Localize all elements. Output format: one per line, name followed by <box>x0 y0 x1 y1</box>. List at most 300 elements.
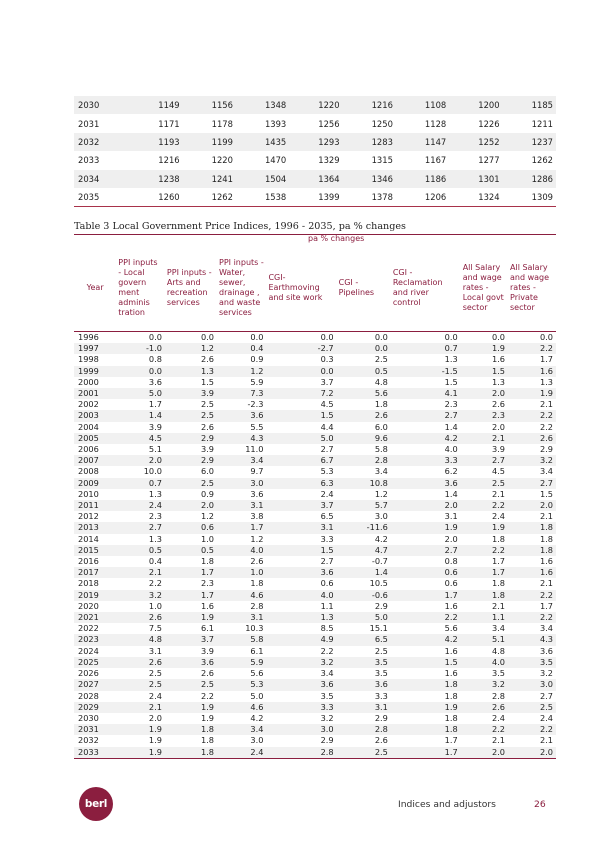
value-cell: -2.3 <box>217 399 266 410</box>
value-cell: 0.4 <box>116 556 165 567</box>
value-cell: 2.0 <box>461 747 508 759</box>
value-cell: 2.9 <box>165 455 217 466</box>
table-row <box>74 478 556 489</box>
value-cell: 2.1 <box>116 702 165 713</box>
year-cell: 2002 <box>74 399 116 410</box>
value-cell: 1216 <box>129 151 182 169</box>
value-cell: 4.3 <box>217 433 266 444</box>
value-cell: 3.0 <box>508 679 556 690</box>
value-cell: 2.0 <box>391 534 461 545</box>
table-row <box>74 422 556 433</box>
value-cell: 2.2 <box>461 500 508 511</box>
value-cell: 6.0 <box>337 422 391 433</box>
value-cell: 1226 <box>449 114 502 132</box>
column-header-ppi-water: PPI inputs - Water, sewer, drainage , and waste services <box>217 245 266 332</box>
value-cell: 2.3 <box>116 511 165 522</box>
value-cell: 3.6 <box>337 679 391 690</box>
value-cell: 4.8 <box>337 377 391 388</box>
value-cell: 2.3 <box>391 399 461 410</box>
value-cell: 0.9 <box>165 489 217 500</box>
value-cell: 1.0 <box>217 567 266 578</box>
value-cell: 2.7 <box>508 691 556 702</box>
table-row <box>74 578 556 589</box>
value-cell: 2.2 <box>461 724 508 735</box>
value-cell: 1108 <box>396 96 449 114</box>
table-row <box>74 522 556 533</box>
value-cell: 1.8 <box>461 578 508 589</box>
value-cell: 0.7 <box>116 478 165 489</box>
value-cell: 10.0 <box>116 466 165 477</box>
value-cell: 2.1 <box>461 489 508 500</box>
value-cell: 1315 <box>343 151 396 169</box>
value-cell: 4.4 <box>266 422 336 433</box>
value-cell: 1399 <box>289 188 342 207</box>
value-cell: 2.9 <box>337 601 391 612</box>
value-cell: 5.0 <box>337 612 391 623</box>
value-cell: 4.5 <box>116 433 165 444</box>
value-cell: 1346 <box>343 170 396 188</box>
table-row <box>74 188 556 207</box>
value-cell: 1.1 <box>461 612 508 623</box>
value-cell: 3.9 <box>461 444 508 455</box>
table-row <box>74 556 556 567</box>
value-cell: 5.8 <box>217 634 266 645</box>
value-cell: 1.5 <box>461 366 508 377</box>
value-cell: 4.6 <box>217 590 266 601</box>
value-cell: 6.3 <box>266 478 336 489</box>
value-cell: 1470 <box>236 151 289 169</box>
year-cell: 2028 <box>74 691 116 702</box>
year-cell: 1999 <box>74 366 116 377</box>
value-cell: 1.2 <box>217 366 266 377</box>
year-cell: 2033 <box>74 151 129 169</box>
value-cell: 1.8 <box>337 399 391 410</box>
value-cell: 5.3 <box>217 679 266 690</box>
value-cell: 1256 <box>289 114 342 132</box>
value-cell: 2.0 <box>116 455 165 466</box>
value-cell: 1.8 <box>165 735 217 746</box>
table-row <box>74 444 556 455</box>
value-cell: 1.6 <box>461 354 508 365</box>
year-cell: 2030 <box>74 96 129 114</box>
value-cell: 1.8 <box>391 713 461 724</box>
value-cell: 1.3 <box>116 534 165 545</box>
top-table-body <box>74 96 556 207</box>
value-cell: 0.4 <box>217 343 266 354</box>
value-cell: 2.6 <box>461 399 508 410</box>
value-cell: 2.4 <box>266 489 336 500</box>
table-row <box>74 545 556 556</box>
year-cell: 2030 <box>74 713 116 724</box>
value-cell: 1156 <box>183 96 236 114</box>
year-cell: 2035 <box>74 188 129 207</box>
value-cell: 1301 <box>449 170 502 188</box>
value-cell: 3.6 <box>508 646 556 657</box>
value-cell: 3.1 <box>266 522 336 533</box>
value-cell: 2.0 <box>508 500 556 511</box>
value-cell: 1.7 <box>217 522 266 533</box>
value-cell: 0.6 <box>266 578 336 589</box>
value-cell: 3.6 <box>266 679 336 690</box>
value-cell: 2.5 <box>116 668 165 679</box>
year-cell: 2020 <box>74 601 116 612</box>
value-cell: 1283 <box>343 133 396 151</box>
table-row <box>74 601 556 612</box>
value-cell: 1.9 <box>461 343 508 354</box>
column-header-salary-local-govt: All Salary and wage rates - Local govt sector <box>461 245 508 332</box>
table-row <box>74 500 556 511</box>
value-cell: 1.4 <box>391 422 461 433</box>
value-cell: 2.0 <box>508 747 556 759</box>
value-cell: 1.8 <box>508 534 556 545</box>
value-cell: 1364 <box>289 170 342 188</box>
value-cell: 1.7 <box>461 556 508 567</box>
value-cell: 1.0 <box>116 601 165 612</box>
value-cell: 0.5 <box>337 366 391 377</box>
value-cell: 2.0 <box>116 713 165 724</box>
column-header-salary-private: All Salary and wage rates - Private sector <box>508 245 556 332</box>
value-cell: 2.2 <box>508 612 556 623</box>
year-cell: 2029 <box>74 702 116 713</box>
value-cell: 1.5 <box>266 410 336 421</box>
footer-label: Indices and adjustors <box>398 799 496 810</box>
value-cell: 2.4 <box>508 713 556 724</box>
value-cell: 3.4 <box>217 724 266 735</box>
value-cell: 2.2 <box>508 343 556 354</box>
value-cell: 1.9 <box>165 702 217 713</box>
value-cell: 2.6 <box>165 354 217 365</box>
value-cell: 3.6 <box>165 657 217 668</box>
value-cell: 4.0 <box>266 590 336 601</box>
value-cell: 1.7 <box>391 590 461 601</box>
value-cell: 1.7 <box>116 399 165 410</box>
value-cell: 0.0 <box>266 366 336 377</box>
value-cell: 3.1 <box>217 612 266 623</box>
value-cell: 4.5 <box>461 466 508 477</box>
value-cell: 3.2 <box>461 679 508 690</box>
year-cell: 2032 <box>74 735 116 746</box>
value-cell: 3.6 <box>391 478 461 489</box>
value-cell: 0.0 <box>508 332 556 344</box>
value-cell: -0.7 <box>337 556 391 567</box>
value-cell: 2.6 <box>337 735 391 746</box>
value-cell: 3.2 <box>116 590 165 601</box>
value-cell: 1.8 <box>508 522 556 533</box>
value-cell: 1178 <box>183 114 236 132</box>
value-cell: 5.7 <box>337 500 391 511</box>
value-cell: 0.9 <box>217 354 266 365</box>
value-cell: 3.3 <box>391 455 461 466</box>
value-cell: 1.7 <box>391 735 461 746</box>
value-cell: 3.4 <box>508 466 556 477</box>
value-cell: 4.3 <box>508 634 556 645</box>
value-cell: 1.8 <box>461 534 508 545</box>
year-cell: 2031 <box>74 724 116 735</box>
value-cell: 0.7 <box>391 343 461 354</box>
value-cell: 3.7 <box>165 634 217 645</box>
value-cell: 1.9 <box>391 702 461 713</box>
value-cell: 1348 <box>236 96 289 114</box>
value-cell: 1.9 <box>461 522 508 533</box>
value-cell: 2.4 <box>217 747 266 759</box>
year-cell: 2010 <box>74 489 116 500</box>
year-cell: 2017 <box>74 567 116 578</box>
value-cell: 0.6 <box>165 522 217 533</box>
value-cell: 3.5 <box>508 657 556 668</box>
value-cell: 2.2 <box>116 578 165 589</box>
value-cell: 4.0 <box>217 545 266 556</box>
value-cell: 0.0 <box>337 332 391 344</box>
value-cell: 3.6 <box>116 377 165 388</box>
value-cell: 1.7 <box>461 567 508 578</box>
year-cell: 2032 <box>74 133 129 151</box>
value-cell: 2.4 <box>461 713 508 724</box>
price-indices-table <box>74 233 556 759</box>
value-cell: 1.2 <box>165 343 217 354</box>
value-cell: 5.6 <box>337 388 391 399</box>
value-cell: 2.8 <box>461 691 508 702</box>
value-cell: 1.8 <box>391 691 461 702</box>
year-cell: 1998 <box>74 354 116 365</box>
value-cell: 1.9 <box>391 522 461 533</box>
value-cell: -2.7 <box>266 343 336 354</box>
value-cell: 2.7 <box>461 455 508 466</box>
value-cell: 2.7 <box>508 478 556 489</box>
value-cell: 2.2 <box>266 646 336 657</box>
table-row <box>74 735 556 746</box>
year-cell: 2033 <box>74 747 116 759</box>
value-cell: 0.3 <box>266 354 336 365</box>
value-cell: 2.5 <box>165 679 217 690</box>
value-cell: 1149 <box>129 96 182 114</box>
value-cell: 9.7 <box>217 466 266 477</box>
value-cell: 1.4 <box>116 410 165 421</box>
value-cell: 1.4 <box>337 567 391 578</box>
value-cell: 2.8 <box>217 601 266 612</box>
value-cell: 2.6 <box>508 433 556 444</box>
year-cell: 2004 <box>74 422 116 433</box>
table-row <box>74 96 556 114</box>
value-cell: 3.0 <box>337 511 391 522</box>
value-cell: -0.6 <box>337 590 391 601</box>
year-cell: 2011 <box>74 500 116 511</box>
year-cell: 2026 <box>74 668 116 679</box>
table-row <box>74 466 556 477</box>
year-cell: 2016 <box>74 556 116 567</box>
value-cell: 1393 <box>236 114 289 132</box>
value-cell: 6.1 <box>217 646 266 657</box>
year-cell: 2005 <box>74 433 116 444</box>
year-cell: 2013 <box>74 522 116 533</box>
value-cell: 2.5 <box>337 646 391 657</box>
value-cell: 1.6 <box>508 366 556 377</box>
value-cell: 1.5 <box>508 489 556 500</box>
table-row <box>74 114 556 132</box>
value-cell: 4.2 <box>391 634 461 645</box>
value-cell: 0.0 <box>165 332 217 344</box>
value-cell: 3.1 <box>116 646 165 657</box>
value-cell: 7.2 <box>266 388 336 399</box>
value-cell: 1.2 <box>217 534 266 545</box>
value-cell: 2.1 <box>461 601 508 612</box>
value-cell: 2.1 <box>116 567 165 578</box>
table-row <box>74 399 556 410</box>
column-header-cgi-pipelines: CGI - Pipelines <box>337 245 391 332</box>
value-cell: 0.6 <box>391 567 461 578</box>
table-row <box>74 455 556 466</box>
value-cell: 2.6 <box>461 702 508 713</box>
value-cell: 2.8 <box>337 724 391 735</box>
value-cell: 6.5 <box>266 511 336 522</box>
value-cell: 1.9 <box>165 612 217 623</box>
value-cell: 3.7 <box>266 377 336 388</box>
value-cell: 1.5 <box>165 377 217 388</box>
value-cell: 1147 <box>396 133 449 151</box>
value-cell: -11.6 <box>337 522 391 533</box>
value-cell: 2.1 <box>508 511 556 522</box>
value-cell: 4.0 <box>391 444 461 455</box>
value-cell: 3.2 <box>266 713 336 724</box>
table-row <box>74 133 556 151</box>
value-cell: 2.2 <box>508 590 556 601</box>
value-cell: 1262 <box>183 188 236 207</box>
table-row <box>74 679 556 690</box>
year-cell: 2034 <box>74 170 129 188</box>
value-cell: 2.7 <box>391 545 461 556</box>
value-cell: 2.7 <box>266 444 336 455</box>
value-cell: 2.7 <box>391 410 461 421</box>
value-cell: 1206 <box>396 188 449 207</box>
value-cell: 5.9 <box>217 657 266 668</box>
year-cell: 2031 <box>74 114 129 132</box>
year-cell: 2012 <box>74 511 116 522</box>
value-cell: 2.9 <box>266 735 336 746</box>
value-cell: 4.5 <box>266 399 336 410</box>
value-cell: 2.8 <box>337 455 391 466</box>
value-cell: 1538 <box>236 188 289 207</box>
column-header-ppi-local-govt: PPI inputs - Local govern ment adminis tration <box>116 245 165 332</box>
value-cell: 1.3 <box>508 377 556 388</box>
value-cell: 1220 <box>183 151 236 169</box>
year-cell: 2025 <box>74 657 116 668</box>
value-cell: 4.6 <box>217 702 266 713</box>
value-cell: 1.6 <box>165 601 217 612</box>
value-cell: 5.1 <box>461 634 508 645</box>
value-cell: 1211 <box>503 114 556 132</box>
table-row <box>74 590 556 601</box>
table-row <box>74 646 556 657</box>
value-cell: 3.1 <box>337 702 391 713</box>
value-cell: 8.5 <box>266 623 336 634</box>
table-row <box>74 724 556 735</box>
top-continuation-table <box>74 96 556 207</box>
value-cell: 1.7 <box>165 567 217 578</box>
table-row <box>74 713 556 724</box>
value-cell: 2.5 <box>165 478 217 489</box>
value-cell: 1286 <box>503 170 556 188</box>
value-cell: 3.6 <box>266 567 336 578</box>
year-cell: 1996 <box>74 332 116 344</box>
page-number: 26 <box>534 799 546 810</box>
value-cell: 1199 <box>183 133 236 151</box>
value-cell: 3.1 <box>217 500 266 511</box>
table-row <box>74 634 556 645</box>
value-cell: 3.5 <box>337 668 391 679</box>
value-cell: 1.9 <box>508 388 556 399</box>
value-cell: 1.3 <box>266 612 336 623</box>
value-cell: 10.3 <box>217 623 266 634</box>
value-cell: 0.0 <box>116 332 165 344</box>
value-cell: 3.2 <box>508 668 556 679</box>
value-cell: 3.6 <box>217 489 266 500</box>
value-cell: 5.0 <box>266 433 336 444</box>
value-cell: 2.0 <box>461 422 508 433</box>
value-cell: -1.0 <box>116 343 165 354</box>
value-cell: 1.8 <box>508 545 556 556</box>
value-cell: 3.0 <box>217 735 266 746</box>
super-header: pa % changes <box>308 234 365 243</box>
value-cell: 2.7 <box>116 522 165 533</box>
value-cell: 2.5 <box>165 410 217 421</box>
year-cell: 2003 <box>74 410 116 421</box>
value-cell: 1241 <box>183 170 236 188</box>
value-cell: 1.3 <box>391 354 461 365</box>
value-cell: 1220 <box>289 96 342 114</box>
value-cell: 3.0 <box>266 724 336 735</box>
value-cell: 3.4 <box>217 455 266 466</box>
table-row <box>74 623 556 634</box>
value-cell: 3.3 <box>266 534 336 545</box>
value-cell: 1128 <box>396 114 449 132</box>
value-cell: 0.8 <box>116 354 165 365</box>
value-cell: 1.0 <box>165 534 217 545</box>
value-cell: 2.6 <box>116 657 165 668</box>
value-cell: 4.9 <box>266 634 336 645</box>
column-header-row <box>74 245 556 332</box>
value-cell: 2.7 <box>266 556 336 567</box>
value-cell: 2.2 <box>165 691 217 702</box>
value-cell: 1277 <box>449 151 502 169</box>
value-cell: 2.0 <box>165 500 217 511</box>
value-cell: 1186 <box>396 170 449 188</box>
value-cell: 3.4 <box>337 466 391 477</box>
table-row <box>74 343 556 354</box>
value-cell: 1171 <box>129 114 182 132</box>
table-row <box>74 170 556 188</box>
table-row <box>74 534 556 545</box>
value-cell: 3.7 <box>266 500 336 511</box>
value-cell: 3.3 <box>337 691 391 702</box>
value-cell: 1167 <box>396 151 449 169</box>
value-cell: 1.2 <box>337 489 391 500</box>
value-cell: 5.8 <box>337 444 391 455</box>
value-cell: 10.8 <box>337 478 391 489</box>
table-row <box>74 612 556 623</box>
value-cell: 3.9 <box>116 422 165 433</box>
value-cell: 1378 <box>343 188 396 207</box>
value-cell: -1.5 <box>391 366 461 377</box>
value-cell: 1293 <box>289 133 342 151</box>
value-cell: 0.0 <box>391 332 461 344</box>
value-cell: 2.9 <box>165 433 217 444</box>
column-header-cgi-reclamation: CGI - Reclamation and river control <box>391 245 461 332</box>
value-cell: 1.8 <box>165 556 217 567</box>
value-cell: 3.0 <box>217 478 266 489</box>
value-cell: 2.5 <box>116 679 165 690</box>
value-cell: 3.9 <box>165 444 217 455</box>
value-cell: 1.9 <box>116 747 165 759</box>
year-cell: 2001 <box>74 388 116 399</box>
